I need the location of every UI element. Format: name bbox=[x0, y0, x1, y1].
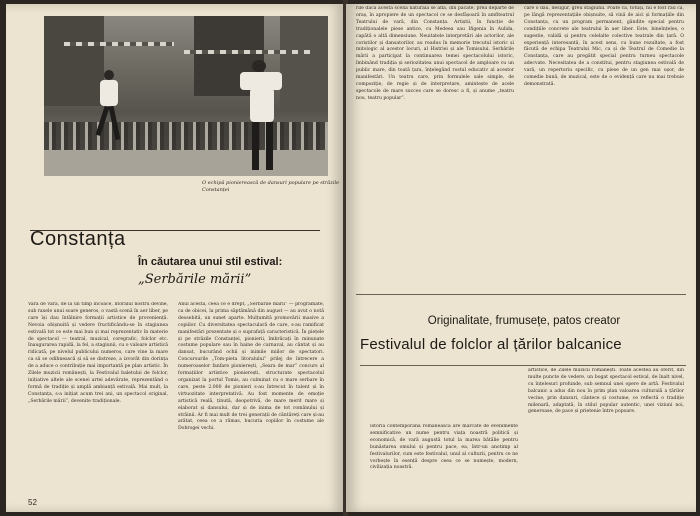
festival-column-1: Istoria contemporană românească are marcate de evenimente semnificative un nume pentru viața noastră politică și economică, de vară augustă totul la marea bătălie pentru bunăstarea omului și pentru pace, ea, într-un anotimp al festivalurilor, cum este festivalul, unul al culturii, pentru ce ne vorbește în esență despre ceea ce se numește, modern, civilizația noastră. bbox=[370, 424, 518, 471]
left-page bbox=[6, 4, 344, 512]
photo-caption: O echipă pionierească de dansuri populare pe străzile Constanței bbox=[202, 180, 340, 193]
article-title: Constanța bbox=[30, 228, 126, 250]
article-column-1: Vară de vară, de la un timp încoace, litoralul nostru devine, sub raxele unui soare generos, o vastă scenă în aer liber, pe care își dau întâlnire formații artistice de proveniență. Nevoia obișnuită și vedere fructificându-se în stagiunea estivală tot ce este mai bun și mai reprezentativ în materie de spectacol — teatral, muzical, coregrafic, folclor etc. Inaugurarea rapidă, la fel, a stagiunii, cu o valoare artistică ridicată, pe nivelul publicului numeros, care vine la mare ca să se odihnească și să se distreze, a izvorât din dorința de a aduce o contribuție mai importantă pe plan artistic. În Zilele muzicii românești, la Festivalul baletului de folclor, inițiative altele ale scenei artei adevărate, reprezentând o formă de tradiție și amplă ambianță estivală. Mai mult, la Constanța, s-a inițiat acum trei ani, un spectacol original, „Serbările mării”, devenite tradiționale. bbox=[28, 302, 168, 404]
section-title: Festivalul de folclor al țărilor balcanice bbox=[360, 336, 622, 353]
right-page bbox=[346, 4, 696, 512]
article-subtitle: În căutarea unui stil estival: bbox=[138, 256, 283, 268]
festival-column-2: artistice, de Zilele muzicii românești. Toate acestea au oferit, din multe puncte de vedere, un bogat spectacol estival, de înalt nivel, cu înțelesuri profunde, sub semnul unei opere de artă. Festivalul balcanic a adus din nou în prim plan valoarea culturală a țărilor vecine, prin dansuri, cântece și costume, ce reflectă o tradiție milenară, adaptată, în stilul popular autentic, unei viziuni noi, generoase, de pace și prietenie între popoare. bbox=[528, 368, 684, 415]
page-number: 52 bbox=[28, 498, 37, 507]
article-column-4: care o dau, desigur, greu stagiunii. Poate că, totuși, nu e fost rău ca, pe lângă reprezentațiile obișnuite, să vină de aici și formațiile din Constanța, cu un program permanent, gândite special pentru condițiile concrete ale teatrului în aer liber. Este, bineînțeles, o sugestie, validă și pentru celelalte colective teatrale din țară. O experiență interesantă, în acest sens, cu bune rezultate, a fost făcută de echipa Teatrului Mic, ca și de Teatrul de Comedie la Constanța, care au pregătit special pentru turneu spectacole adecvate. Necesitatea de a constitui, pentru stagiunea estivală de vară, un repertoriu specific, cu piese de un gen mai ușor, de comedie bună, de muzical, este de o evidență care nu mai trebuie demonstrată. bbox=[524, 6, 684, 87]
article-column-2: Anul acesta, ceea ce e drept, „Serbările mării” — programate, ca de obicei, la prima săptămână din august — au avut o notă deosebită, un sunet aparte. Mulțumită promovării masive a copiilor. Cu diversitatea spectaculară de care, s-au ramificat manifestări prezentate și o suprafață caracteristică. În piețele și pe străzile Constanței, pionierii, îmbrăcați în minunate costume populare sau în haine de carnaval, au cântat și au dansat, bucurând ochii și inimile miilor de spectatori. Concursurile „Tom-pieta litoralului” prilej de întrecere a numeroaselor fanfare pionierești, „Seara de mar” concurs al formațiilor artistice pionierești, structurate spectacolul organizat la portul Tomis, au culminat cu o mare serbare în care, peste 2.000 de pionieri s-au întrecut în talent și în virtuozitate interpretativă. Au fost momente de emoție artistică reală, ținută, deopotrivă, de mare merit mare și elaborat și dansului, dar și de inima de tot românului și străinii. Ar fi mai mult de trei generații de cântăreți care și-au arătat, ceea ce a rămas, bucuria copiilor în costume ale Dobrogei vechi. bbox=[178, 302, 324, 432]
dancers-photo bbox=[44, 16, 328, 176]
section-title-rule bbox=[360, 365, 686, 366]
section-heading: Originalitate, frumusețe, patos creator bbox=[427, 315, 621, 327]
section-divider bbox=[356, 294, 686, 295]
article-subtitle-quote: „Serbările mării” bbox=[138, 272, 252, 287]
article-column-3: rile dacă acestă scenă naturală se află, din păcate, prea departe de oraș, în apropiere de un spectacol ce se desfășoară în amfiteatrul Teatrului de vară, din Constanța. Artiștii, în funcție de tradiționalele piese antice, cu Medeea sau Ifigenia în Aulida, capătă o altă dimensiune. Neuitatele interpretări ale actorilor, ale coriștilor și dansatorilor, au readus în memorie trecutul istoric și mitologic al acestor locuri, al Histriei și ale Tomisului. Serbările mării a participat la continuarea temei spectacolului istoric, îmbinând tradiția și seriozitatea unui spectacol de amploare cu un public mare, din toată țara, înțelegând rostul educativ al acestor manifestări. Un teatru care, prin formulele sale simple, de compoziție, de regie și de interpretare, amintește de acele spectacole de mare succes care se doresc a fi, și anume „teatru nou, teatru popular”. bbox=[356, 6, 514, 101]
